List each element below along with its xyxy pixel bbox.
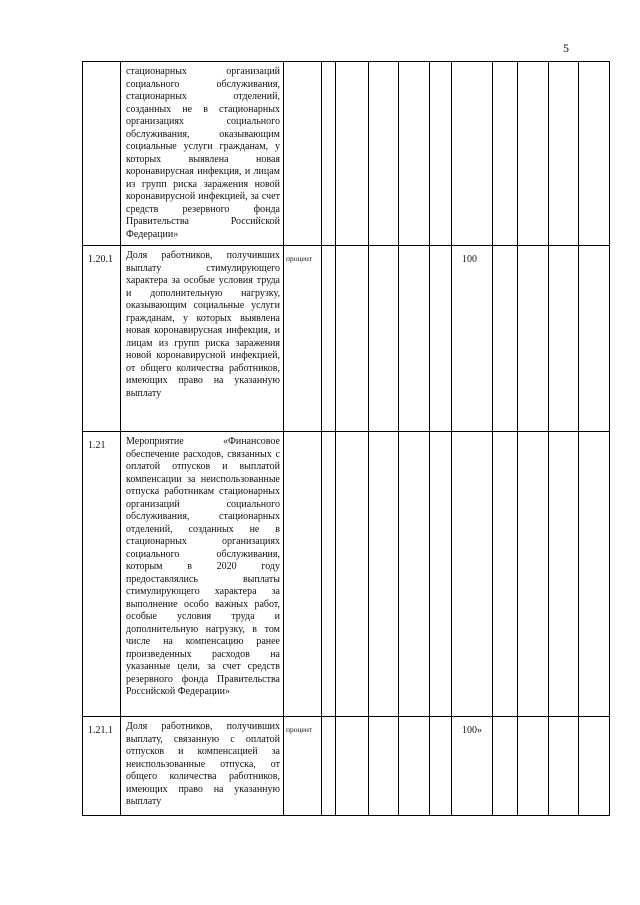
page-number: 5 [563, 41, 569, 55]
empty-cell [430, 717, 452, 816]
empty-cell [518, 246, 549, 432]
empty-cell [579, 62, 610, 246]
empty-cell [399, 432, 430, 717]
row-unit [284, 62, 322, 246]
table-row [83, 717, 610, 816]
empty-cell [322, 432, 336, 717]
row-number: 1.20.1 [83, 246, 121, 432]
empty-cell [493, 717, 518, 816]
empty-cell [336, 62, 369, 246]
empty-cell [369, 432, 399, 717]
row-unit [284, 432, 322, 717]
empty-cell [369, 62, 399, 246]
empty-cell [430, 432, 452, 717]
row-unit: процент [284, 246, 322, 432]
empty-cell [322, 62, 336, 246]
empty-cell [369, 246, 399, 432]
empty-cell [518, 432, 549, 717]
row-number [83, 62, 121, 246]
row-description: Доля работников, получивших выплату стимулирующего характера за особые условия труда и дополнительную нагрузку, оказывающим социальные услуги гражданам, у которых выявлена новая коронавирусная инфекция, и лицам из групп риска заражения новой коронавирусной инфекцией, от общего количества работников, имеющих право на указанную выплату [121, 246, 284, 432]
indicators-table [82, 61, 610, 816]
empty-cell [579, 717, 610, 816]
table-row [83, 432, 610, 717]
empty-cell [518, 717, 549, 816]
empty-cell [493, 432, 518, 717]
row-value [452, 432, 493, 717]
empty-cell [549, 717, 579, 816]
empty-cell [336, 246, 369, 432]
empty-cell [493, 246, 518, 432]
empty-cell [336, 432, 369, 717]
row-description: Доля работников, получивших выплату, связанную с оплатой отпусков и компенсацией за неиспользованные отпуска, от общего количества работников, имеющих право на указанную выплату [121, 717, 284, 816]
empty-cell [579, 246, 610, 432]
row-value [452, 62, 493, 246]
row-value: 100 [452, 246, 493, 432]
empty-cell [399, 62, 430, 246]
empty-cell [549, 62, 579, 246]
row-value: 100» [452, 717, 493, 816]
empty-cell [336, 717, 369, 816]
row-description: Мероприятие «Финансовое обеспечение расходов, связанных с оплатой отпусков и выплатой компенсации за неиспользованные отпуска работникам стационарных организаций социального обслуживания, стационарных отделений, созданных не в стационарных организациях социального обслуживания, которым в 2020 году предоставлялись выплаты стимулирующего характера за выполнение особо важных работ, особые условия труда и дополнительную нагрузку, в том числе на компенсацию ранее произведенных расходов на указанные цели, за счет средств резервного фонда Правительства Российской Федерации» [121, 432, 284, 717]
row-description: стационарных организаций социального обслуживания, стационарных отделений, созданных не в стационарных организациях социального обслуживания, оказывающим социальные услуги гражданам, у которых выявлена новая коронавирусная инфекция, и лицам из групп риска заражения новой коронавирусной инфекцией, за счет средств резервного фонда Правительства Российской Федерации» [121, 62, 284, 246]
empty-cell [549, 246, 579, 432]
empty-cell [549, 432, 579, 717]
table-row [83, 246, 610, 432]
empty-cell [399, 717, 430, 816]
row-unit: процент [284, 717, 322, 816]
empty-cell [399, 246, 430, 432]
row-number: 1.21 [83, 432, 121, 717]
empty-cell [493, 62, 518, 246]
table-row [83, 62, 610, 246]
empty-cell [430, 62, 452, 246]
empty-cell [369, 717, 399, 816]
empty-cell [322, 246, 336, 432]
empty-cell [430, 246, 452, 432]
empty-cell [322, 717, 336, 816]
empty-cell [579, 432, 610, 717]
row-number: 1.21.1 [83, 717, 121, 816]
empty-cell [518, 62, 549, 246]
